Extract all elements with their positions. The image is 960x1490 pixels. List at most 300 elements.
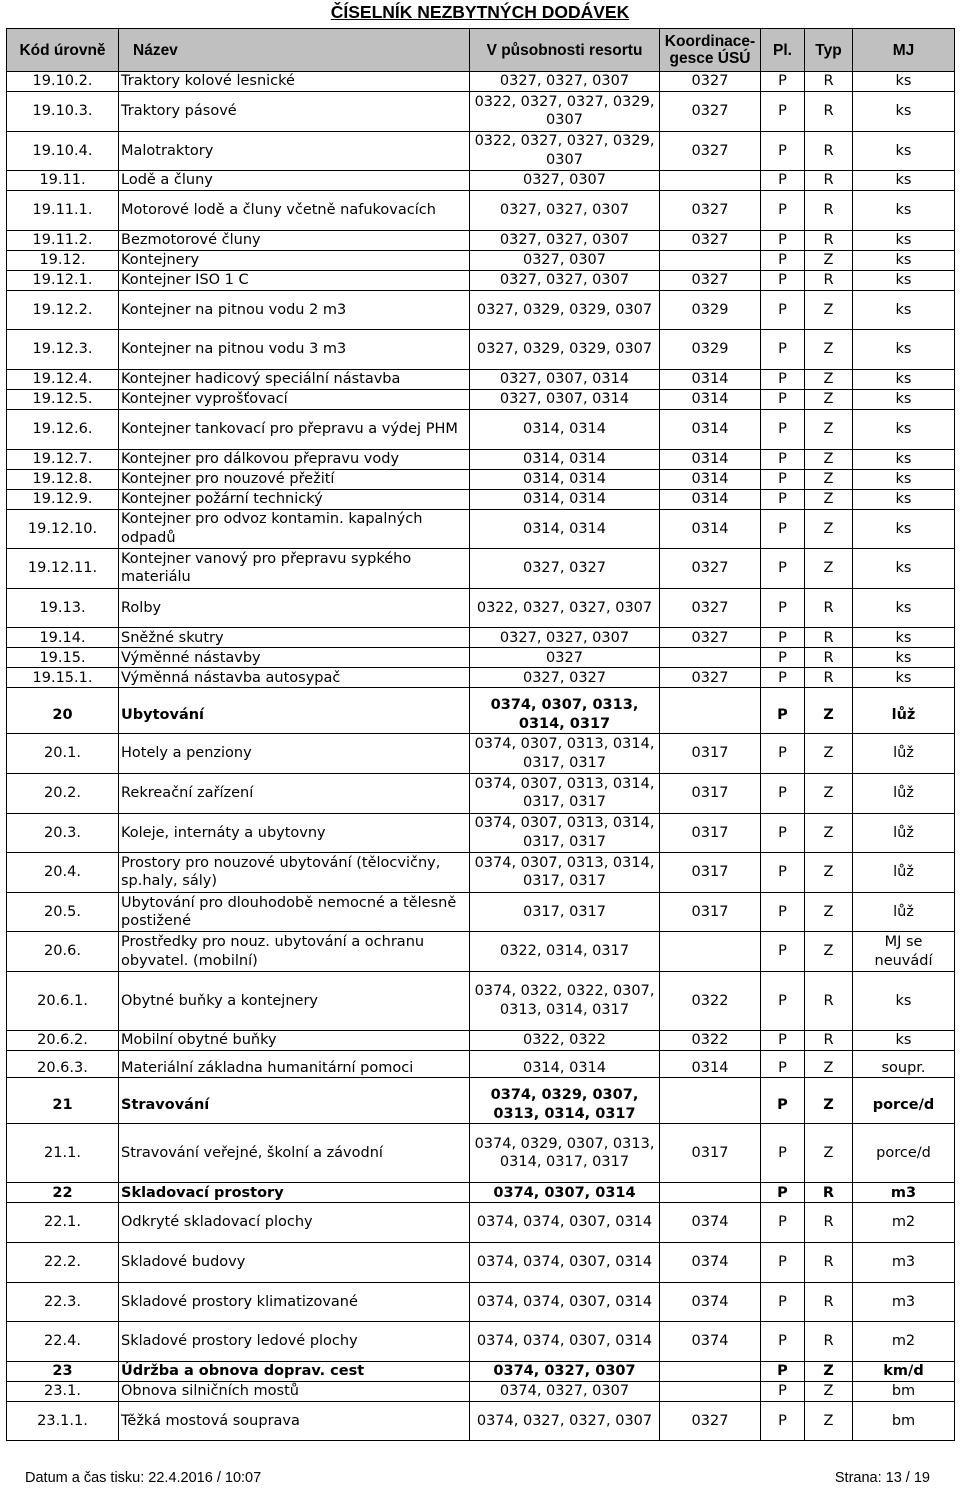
row-typ: Z <box>805 250 853 270</box>
row-code: 19.12.2. <box>7 290 119 330</box>
row-dept: 0327 <box>470 648 660 668</box>
table-row <box>7 250 955 270</box>
row-typ: Z <box>805 549 853 589</box>
row-name: Prostředky pro nouz. ubytování a ochranu obyvatel. (mobilní) <box>119 932 470 972</box>
row-code: 20.6.3. <box>7 1050 119 1078</box>
row-code: 19.10.2. <box>7 72 119 92</box>
header-name: Název <box>119 29 470 72</box>
row-mj: m2 <box>853 1322 955 1362</box>
row-coord: 0317 <box>660 892 761 932</box>
row-coord <box>660 1183 761 1203</box>
row-code: 21 <box>7 1078 119 1124</box>
row-name: Kontejner na pitnou vodu 2 m3 <box>119 290 470 330</box>
header-dept: V působnosti resortu <box>470 29 660 72</box>
row-pl: P <box>761 971 805 1030</box>
row-coord: 0327 <box>660 1401 761 1441</box>
row-typ: Z <box>805 892 853 932</box>
row-name: Stravování <box>119 1078 470 1124</box>
row-pl: P <box>761 171 805 191</box>
row-coord: 0322 <box>660 971 761 1030</box>
table-row <box>7 369 955 389</box>
row-mj: lůž <box>853 892 955 932</box>
row-pl: P <box>761 250 805 270</box>
row-coord: 0327 <box>660 131 761 171</box>
row-name: Kontejnery <box>119 250 470 270</box>
row-code: 20.6.1. <box>7 971 119 1030</box>
row-code: 19.11.2. <box>7 230 119 250</box>
row-code: 20.5. <box>7 892 119 932</box>
row-pl: P <box>761 369 805 389</box>
table-row <box>7 171 955 191</box>
row-code: 22.4. <box>7 1322 119 1362</box>
row-mj: ks <box>853 668 955 688</box>
row-mj: ks <box>853 469 955 489</box>
row-dept: 0322, 0322 <box>470 1030 660 1050</box>
table-row <box>7 1124 955 1183</box>
row-mj: ks <box>853 588 955 628</box>
row-code: 20.3. <box>7 813 119 853</box>
table-row <box>7 409 955 449</box>
row-code: 19.12.11. <box>7 549 119 589</box>
row-mj: ks <box>853 509 955 549</box>
row-typ: Z <box>805 932 853 972</box>
row-name: Kontejner pro nouzové přežití <box>119 469 470 489</box>
row-mj: ks <box>853 191 955 231</box>
row-pl: P <box>761 734 805 774</box>
row-coord: 0314 <box>660 409 761 449</box>
row-code: 19.12. <box>7 250 119 270</box>
row-pl: P <box>761 230 805 250</box>
row-pl: P <box>761 489 805 509</box>
table-row <box>7 469 955 489</box>
table-row <box>7 853 955 893</box>
row-pl: P <box>761 1282 805 1322</box>
row-code: 19.12.4. <box>7 369 119 389</box>
row-pl: P <box>761 1050 805 1078</box>
row-typ: Z <box>805 389 853 409</box>
row-pl: P <box>761 1183 805 1203</box>
row-coord: 0314 <box>660 449 761 469</box>
row-code: 23.1.1. <box>7 1401 119 1441</box>
row-coord: 0374 <box>660 1282 761 1322</box>
row-coord: 0317 <box>660 1124 761 1183</box>
row-name: Skladovací prostory <box>119 1183 470 1203</box>
row-typ: R <box>805 971 853 1030</box>
row-typ: Z <box>805 853 853 893</box>
row-coord: 0329 <box>660 290 761 330</box>
row-name: Kontejner vanový pro přepravu sypkého materiálu <box>119 549 470 589</box>
row-name: Traktory kolové lesnické <box>119 72 470 92</box>
row-coord: 0317 <box>660 773 761 813</box>
row-code: 19.12.9. <box>7 489 119 509</box>
row-dept: 0314, 0314 <box>470 409 660 449</box>
header-pl: Pl. <box>761 29 805 72</box>
row-name: Malotraktory <box>119 131 470 171</box>
row-dept: 0327, 0327, 0307 <box>470 628 660 648</box>
row-dept: 0374, 0307, 0313, 0314, 0317, 0317 <box>470 734 660 774</box>
row-mj: ks <box>853 250 955 270</box>
row-pl: P <box>761 1243 805 1283</box>
row-dept: 0374, 0307, 0313, 0314, 0317 <box>470 688 660 734</box>
row-name: Kontejner hadicový speciální nástavba <box>119 369 470 389</box>
row-dept: 0327, 0327 <box>470 549 660 589</box>
row-mj: bm <box>853 1401 955 1441</box>
row-pl: P <box>761 191 805 231</box>
row-mj: ks <box>853 489 955 509</box>
row-code: 23.1. <box>7 1381 119 1401</box>
row-mj: bm <box>853 1381 955 1401</box>
row-coord: 0327 <box>660 270 761 290</box>
row-mj: ks <box>853 369 955 389</box>
table-row <box>7 932 955 972</box>
row-typ: R <box>805 171 853 191</box>
row-coord: 0317 <box>660 734 761 774</box>
row-pl: P <box>761 932 805 972</box>
row-coord: 0327 <box>660 230 761 250</box>
row-pl: P <box>761 588 805 628</box>
table-row <box>7 1401 955 1441</box>
row-typ: Z <box>805 688 853 734</box>
row-typ: R <box>805 628 853 648</box>
table-row <box>7 648 955 668</box>
row-dept: 0327, 0327 <box>470 668 660 688</box>
row-code: 20.6.2. <box>7 1030 119 1050</box>
table-row <box>7 1322 955 1362</box>
row-typ: R <box>805 1282 853 1322</box>
row-code: 22.1. <box>7 1203 119 1243</box>
row-dept: 0374, 0329, 0307, 0313, 0314, 0317, 0317 <box>470 1124 660 1183</box>
row-pl: P <box>761 469 805 489</box>
table-row <box>7 1030 955 1050</box>
row-pl: P <box>761 290 805 330</box>
row-name: Ubytování pro dlouhodobě nemocné a tělesně postižené <box>119 892 470 932</box>
row-typ: Z <box>805 290 853 330</box>
document-title: ČÍSELNÍK NEZBYTNÝCH DODÁVEK <box>330 2 630 22</box>
row-code: 22 <box>7 1183 119 1203</box>
row-name: Skladové budovy <box>119 1243 470 1283</box>
row-coord: 0317 <box>660 813 761 853</box>
row-name: Mobilní obytné buňky <box>119 1030 470 1050</box>
row-coord <box>660 648 761 668</box>
row-pl: P <box>761 1078 805 1124</box>
row-code: 21.1. <box>7 1124 119 1183</box>
row-coord <box>660 1361 761 1381</box>
row-dept: 0374, 0374, 0307, 0314 <box>470 1322 660 1362</box>
row-dept: 0327, 0327, 0307 <box>470 270 660 290</box>
row-code: 19.14. <box>7 628 119 648</box>
row-mj: porce/d <box>853 1124 955 1183</box>
row-coord: 0314 <box>660 509 761 549</box>
row-pl: P <box>761 449 805 469</box>
table-row <box>7 1203 955 1243</box>
row-coord <box>660 932 761 972</box>
table-row <box>7 588 955 628</box>
row-dept: 0374, 0307, 0313, 0314, 0317, 0317 <box>470 853 660 893</box>
row-code: 20.6. <box>7 932 119 972</box>
row-coord: 0327 <box>660 72 761 92</box>
row-dept: 0374, 0329, 0307, 0313, 0314, 0317 <box>470 1078 660 1124</box>
row-dept: 0374, 0374, 0307, 0314 <box>470 1243 660 1283</box>
row-mj: lůž <box>853 813 955 853</box>
row-name: Sněžné skutry <box>119 628 470 648</box>
row-dept: 0322, 0327, 0327, 0329, 0307 <box>470 92 660 132</box>
row-mj: ks <box>853 72 955 92</box>
row-dept: 0374, 0327, 0307 <box>470 1381 660 1401</box>
row-name: Kontejner na pitnou vodu 3 m3 <box>119 330 470 370</box>
row-dept: 0317, 0317 <box>470 892 660 932</box>
table-row <box>7 230 955 250</box>
row-typ: Z <box>805 813 853 853</box>
row-mj: ks <box>853 549 955 589</box>
row-name: Rolby <box>119 588 470 628</box>
row-coord: 0314 <box>660 1050 761 1078</box>
row-name: Skladové prostory klimatizované <box>119 1282 470 1322</box>
row-pl: P <box>761 1124 805 1183</box>
row-dept: 0322, 0314, 0317 <box>470 932 660 972</box>
row-name: Hotely a penziony <box>119 734 470 774</box>
row-pl: P <box>761 270 805 290</box>
table-row <box>7 668 955 688</box>
row-code: 23 <box>7 1361 119 1381</box>
row-pl: P <box>761 330 805 370</box>
table-row <box>7 1361 955 1381</box>
row-typ: R <box>805 1243 853 1283</box>
row-pl: P <box>761 853 805 893</box>
row-typ: R <box>805 668 853 688</box>
row-mj: lůž <box>853 773 955 813</box>
row-coord: 0327 <box>660 191 761 231</box>
row-mj: lůž <box>853 688 955 734</box>
row-typ: R <box>805 131 853 171</box>
row-typ: Z <box>805 1381 853 1401</box>
row-mj: ks <box>853 648 955 668</box>
row-mj: ks <box>853 389 955 409</box>
row-name: Bezmotorové čluny <box>119 230 470 250</box>
row-name: Odkryté skladovací plochy <box>119 1203 470 1243</box>
row-dept: 0327, 0307 <box>470 250 660 270</box>
row-code: 19.15.1. <box>7 668 119 688</box>
row-typ: R <box>805 72 853 92</box>
row-mj: ks <box>853 131 955 171</box>
table-row <box>7 549 955 589</box>
row-pl: P <box>761 688 805 734</box>
row-coord: 0327 <box>660 588 761 628</box>
row-code: 19.12.1. <box>7 270 119 290</box>
row-mj: m3 <box>853 1243 955 1283</box>
row-pl: P <box>761 668 805 688</box>
row-pl: P <box>761 1381 805 1401</box>
page-number: Strana: 13 / 19 <box>834 1470 930 1486</box>
header-row <box>7 29 955 72</box>
row-mj: ks <box>853 230 955 250</box>
row-pl: P <box>761 1030 805 1050</box>
row-coord: 0374 <box>660 1243 761 1283</box>
row-pl: P <box>761 409 805 449</box>
row-typ: R <box>805 191 853 231</box>
row-pl: P <box>761 92 805 132</box>
table-row <box>7 1243 955 1283</box>
row-pl: P <box>761 628 805 648</box>
row-dept: 0327, 0307, 0314 <box>470 389 660 409</box>
row-mj: ks <box>853 1030 955 1050</box>
table-row <box>7 1183 955 1203</box>
row-dept: 0327, 0327, 0307 <box>470 230 660 250</box>
row-coord: 0327 <box>660 668 761 688</box>
row-coord: 0327 <box>660 92 761 132</box>
row-mj: MJ se neuvádí <box>853 932 955 972</box>
row-pl: P <box>761 1322 805 1362</box>
row-dept: 0374, 0307, 0313, 0314, 0317, 0317 <box>470 773 660 813</box>
row-mj: porce/d <box>853 1078 955 1124</box>
row-mj: ks <box>853 330 955 370</box>
row-name: Koleje, internáty a ubytovny <box>119 813 470 853</box>
row-name: Kontejner tankovací pro přepravu a výdej PHM <box>119 409 470 449</box>
row-mj: ks <box>853 971 955 1030</box>
row-name: Kontejner pro dálkovou přepravu vody <box>119 449 470 469</box>
row-coord: 0374 <box>660 1322 761 1362</box>
row-pl: P <box>761 1401 805 1441</box>
row-typ: Z <box>805 773 853 813</box>
table-row <box>7 1381 955 1401</box>
table-row <box>7 489 955 509</box>
table-row <box>7 72 955 92</box>
row-coord <box>660 250 761 270</box>
row-coord: 0322 <box>660 1030 761 1050</box>
row-mj: km/d <box>853 1361 955 1381</box>
table-row <box>7 509 955 549</box>
table-row <box>7 330 955 370</box>
row-name: Kontejner požární technický <box>119 489 470 509</box>
table-row <box>7 734 955 774</box>
row-pl: P <box>761 389 805 409</box>
row-coord: 0317 <box>660 853 761 893</box>
table-row <box>7 628 955 648</box>
row-dept: 0327, 0327, 0307 <box>470 191 660 231</box>
row-mj: lůž <box>853 853 955 893</box>
row-mj: m2 <box>853 1203 955 1243</box>
row-pl: P <box>761 1203 805 1243</box>
row-coord <box>660 1078 761 1124</box>
table-row <box>7 892 955 932</box>
row-dept: 0327, 0327, 0307 <box>470 72 660 92</box>
row-typ: Z <box>805 1361 853 1381</box>
row-pl: P <box>761 813 805 853</box>
table-row <box>7 813 955 853</box>
row-name: Traktory pásové <box>119 92 470 132</box>
row-coord: 0314 <box>660 469 761 489</box>
row-dept: 0374, 0322, 0322, 0307, 0313, 0314, 0317 <box>470 971 660 1030</box>
row-code: 19.12.8. <box>7 469 119 489</box>
row-coord: 0314 <box>660 489 761 509</box>
row-typ: Z <box>805 1050 853 1078</box>
row-code: 19.12.5. <box>7 389 119 409</box>
row-name: Těžká mostová souprava <box>119 1401 470 1441</box>
table-row <box>7 1050 955 1078</box>
row-dept: 0327, 0329, 0329, 0307 <box>470 330 660 370</box>
row-coord: 0374 <box>660 1203 761 1243</box>
row-pl: P <box>761 648 805 668</box>
row-typ: Z <box>805 509 853 549</box>
row-pl: P <box>761 773 805 813</box>
row-mj: ks <box>853 628 955 648</box>
row-mj: ks <box>853 270 955 290</box>
row-dept: 0327, 0329, 0329, 0307 <box>470 290 660 330</box>
table-row <box>7 971 955 1030</box>
row-pl: P <box>761 509 805 549</box>
row-pl: P <box>761 892 805 932</box>
row-mj: ks <box>853 409 955 449</box>
header-typ: Typ <box>805 29 853 72</box>
row-pl: P <box>761 131 805 171</box>
row-name: Stravování veřejné, školní a závodní <box>119 1124 470 1183</box>
header-coord: Koordinace-gesce ÚSÚ <box>660 29 761 72</box>
row-code: 20.4. <box>7 853 119 893</box>
table-row <box>7 449 955 469</box>
row-coord: 0329 <box>660 330 761 370</box>
row-coord: 0327 <box>660 628 761 648</box>
row-coord: 0314 <box>660 369 761 389</box>
row-typ: Z <box>805 1401 853 1441</box>
row-name: Skladové prostory ledové plochy <box>119 1322 470 1362</box>
row-typ: Z <box>805 369 853 389</box>
row-mj: ks <box>853 171 955 191</box>
row-typ: R <box>805 1322 853 1362</box>
row-typ: Z <box>805 449 853 469</box>
table-row <box>7 131 955 171</box>
row-code: 19.11. <box>7 171 119 191</box>
table-row <box>7 290 955 330</box>
row-dept: 0374, 0374, 0307, 0314 <box>470 1282 660 1322</box>
row-code: 19.12.3. <box>7 330 119 370</box>
row-code: 22.2. <box>7 1243 119 1283</box>
row-dept: 0314, 0314 <box>470 489 660 509</box>
row-pl: P <box>761 1361 805 1381</box>
row-name: Výměnné nástavby <box>119 648 470 668</box>
row-typ: Z <box>805 489 853 509</box>
row-name: Kontejner pro odvoz kontamin. kapalných odpadů <box>119 509 470 549</box>
row-pl: P <box>761 72 805 92</box>
header-mj: MJ <box>853 29 955 72</box>
print-datetime: Datum a čas tisku: 22.4.2016 / 10:07 <box>25 1470 262 1486</box>
row-code: 20.1. <box>7 734 119 774</box>
row-name: Obnova silničních mostů <box>119 1381 470 1401</box>
row-coord: 0327 <box>660 549 761 589</box>
row-name: Kontejner ISO 1 C <box>119 270 470 290</box>
table-row <box>7 92 955 132</box>
table-row <box>7 773 955 813</box>
row-mj: m3 <box>853 1183 955 1203</box>
row-coord <box>660 1381 761 1401</box>
row-typ: R <box>805 1203 853 1243</box>
row-code: 19.12.7. <box>7 449 119 469</box>
table-row <box>7 1282 955 1322</box>
row-typ: Z <box>805 1078 853 1124</box>
row-coord <box>660 171 761 191</box>
row-typ: Z <box>805 330 853 370</box>
row-mj: ks <box>853 92 955 132</box>
row-dept: 0314, 0314 <box>470 449 660 469</box>
row-code: 19.10.3. <box>7 92 119 132</box>
row-coord <box>660 688 761 734</box>
row-dept: 0374, 0374, 0307, 0314 <box>470 1203 660 1243</box>
row-coord: 0314 <box>660 389 761 409</box>
row-dept: 0314, 0314 <box>470 1050 660 1078</box>
row-code: 19.11.1. <box>7 191 119 231</box>
row-typ: Z <box>805 409 853 449</box>
table-row <box>7 270 955 290</box>
row-dept: 0374, 0327, 0307 <box>470 1361 660 1381</box>
table-body <box>7 72 955 1441</box>
